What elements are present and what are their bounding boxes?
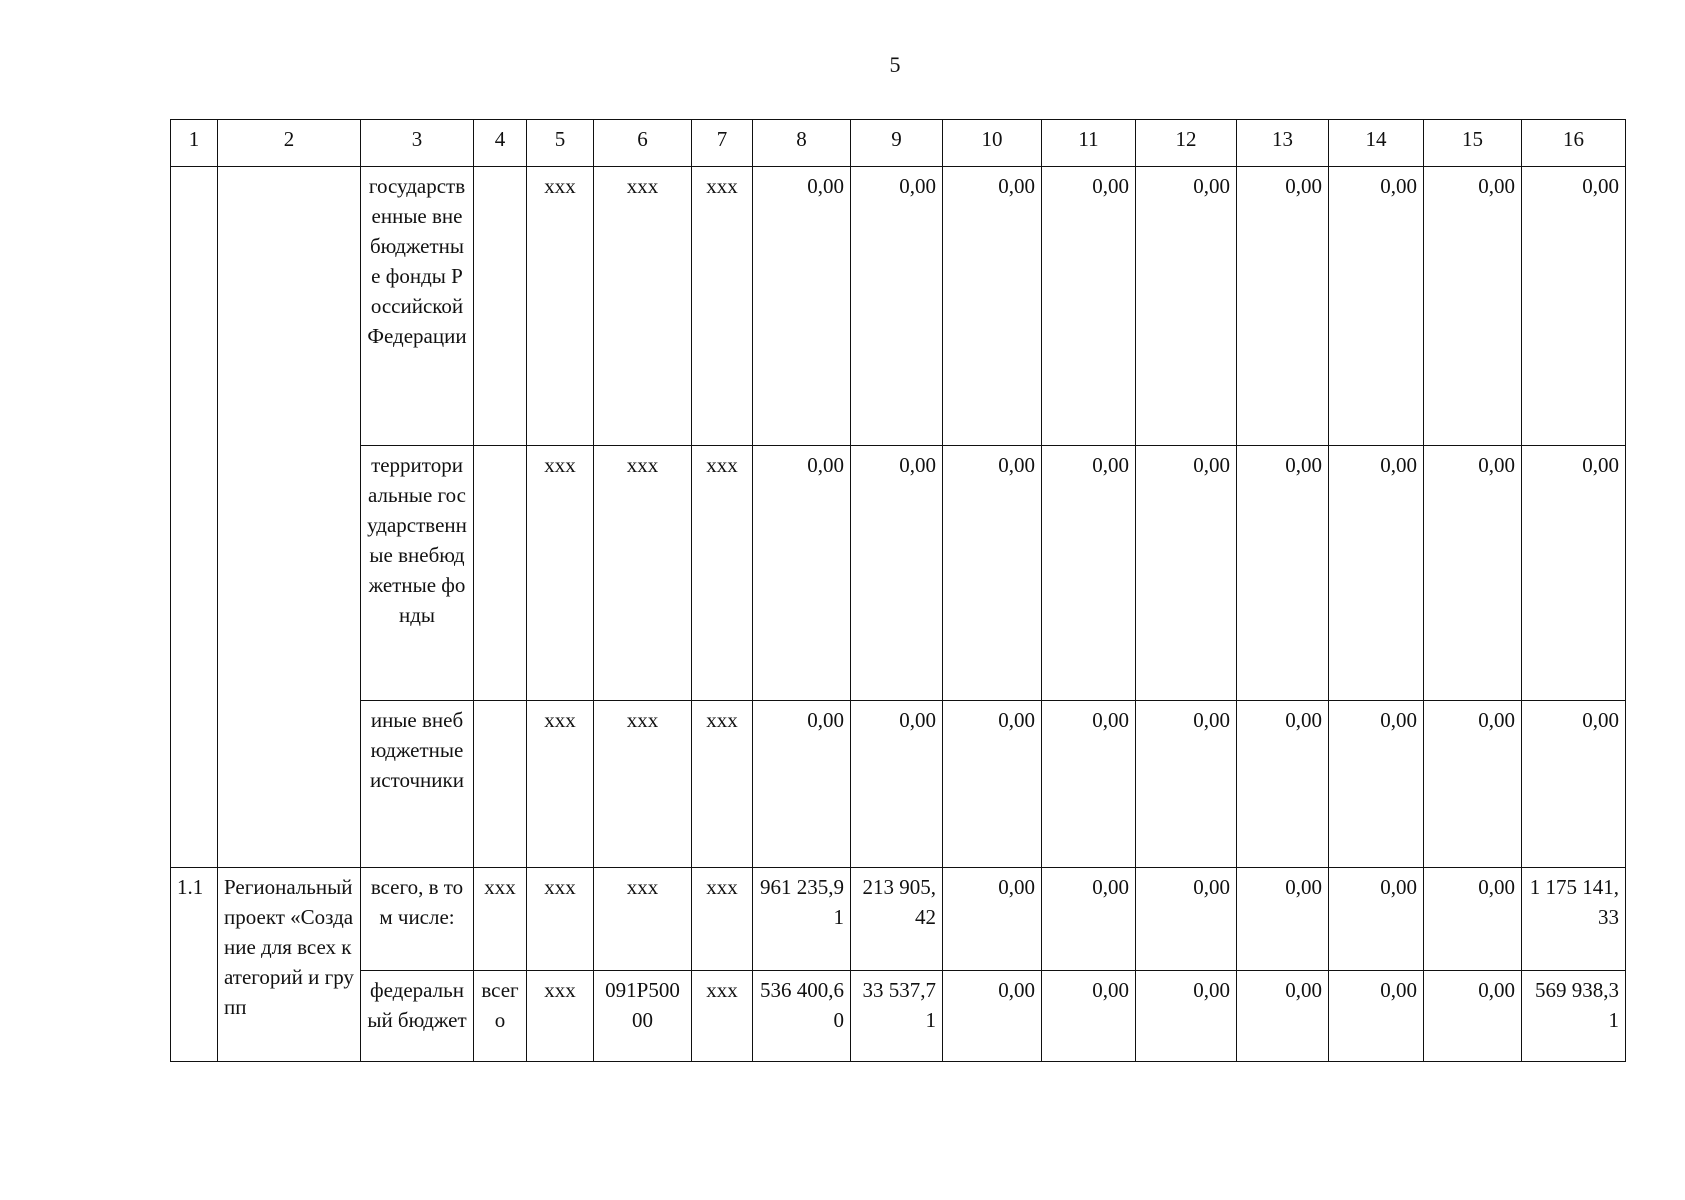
amount-cell: 0,00 [1329, 701, 1424, 868]
amount-cell: 961 235,91 [753, 868, 851, 971]
amount-cell: 0,00 [1237, 701, 1329, 868]
amount-cell: 0,00 [943, 167, 1042, 446]
header-cell: 9 [851, 120, 943, 167]
amount-cell: 213 905,42 [851, 868, 943, 971]
code-cell: ххх [692, 167, 753, 446]
amount-cell: 0,00 [1424, 446, 1522, 701]
amount-cell: 0,00 [1136, 868, 1237, 971]
amount-cell: 0,00 [1042, 446, 1136, 701]
code-cell: всего [474, 971, 527, 1062]
amount-cell: 0,00 [851, 701, 943, 868]
amount-cell: 0,00 [1237, 971, 1329, 1062]
amount-cell: 0,00 [1329, 971, 1424, 1062]
project-name-cell: Региональный проект «Создание для всех категорий и групп [218, 868, 361, 1062]
header-cell: 14 [1329, 120, 1424, 167]
amount-cell: 0,00 [1237, 167, 1329, 446]
amount-cell: 0,00 [1237, 868, 1329, 971]
header-cell: 1 [171, 120, 218, 167]
total-cell: 0,00 [1522, 446, 1626, 701]
amount-cell: 0,00 [1042, 971, 1136, 1062]
code-cell: ххх [527, 868, 594, 971]
header-cell: 15 [1424, 120, 1522, 167]
amount-cell: 0,00 [1424, 701, 1522, 868]
table-row [171, 971, 1626, 1062]
header-cell: 12 [1136, 120, 1237, 167]
code-cell: ххх [692, 446, 753, 701]
amount-cell: 0,00 [1424, 167, 1522, 446]
table-row [171, 701, 1626, 868]
amount-cell: 0,00 [1424, 868, 1522, 971]
code-cell: ххх [594, 446, 692, 701]
code-cell: ххх [527, 971, 594, 1062]
funding-source-cell: иные внебюджетные источники [361, 701, 474, 868]
header-cell: 5 [527, 120, 594, 167]
code-cell [474, 167, 527, 446]
header-cell: 10 [943, 120, 1042, 167]
code-cell: ххх [527, 446, 594, 701]
header-cell: 16 [1522, 120, 1626, 167]
amount-cell: 0,00 [1136, 167, 1237, 446]
amount-cell: 0,00 [943, 971, 1042, 1062]
total-cell: 1 175 141,33 [1522, 868, 1626, 971]
page-number: 5 [889, 52, 901, 77]
table-row [171, 167, 1626, 446]
header-cell: 7 [692, 120, 753, 167]
header-cell: 3 [361, 120, 474, 167]
table-header-row [171, 120, 1626, 167]
amount-cell: 0,00 [1237, 446, 1329, 701]
total-cell: 569 938,31 [1522, 971, 1626, 1062]
funding-source-cell: государственные внебюджетные фонды Российской Федерации [361, 167, 474, 446]
header-cell: 8 [753, 120, 851, 167]
funding-source-cell: всего, в том числе: [361, 868, 474, 971]
header-cell: 4 [474, 120, 527, 167]
header-cell: 11 [1042, 120, 1136, 167]
code-cell [474, 701, 527, 868]
project-name-cell [218, 167, 361, 868]
amount-cell: 33 537,71 [851, 971, 943, 1062]
header-cell: 13 [1237, 120, 1329, 167]
table-row [171, 446, 1626, 701]
code-cell: ххх [527, 701, 594, 868]
funding-source-cell: федеральный бюджет [361, 971, 474, 1062]
amount-cell: 0,00 [753, 701, 851, 868]
amount-cell: 0,00 [943, 868, 1042, 971]
amount-cell: 0,00 [943, 446, 1042, 701]
amount-cell: 0,00 [753, 167, 851, 446]
amount-cell: 0,00 [1136, 446, 1237, 701]
amount-cell: 0,00 [753, 446, 851, 701]
amount-cell: 0,00 [851, 167, 943, 446]
row-number-cell [171, 167, 218, 868]
amount-cell: 0,00 [1329, 167, 1424, 446]
code-cell: ххх [692, 701, 753, 868]
table-row [171, 868, 1626, 971]
header-cell: 6 [594, 120, 692, 167]
code-cell: ххх [692, 971, 753, 1062]
funding-source-cell: территориальные государственные внебюджетные фонды [361, 446, 474, 701]
budget-table [170, 119, 1626, 1062]
code-cell: ххх [474, 868, 527, 971]
row-number-cell: 1.1 [171, 868, 218, 1062]
total-cell: 0,00 [1522, 701, 1626, 868]
total-cell: 0,00 [1522, 167, 1626, 446]
code-cell: ххх [594, 701, 692, 868]
amount-cell: 0,00 [851, 446, 943, 701]
code-cell: ххх [527, 167, 594, 446]
amount-cell: 0,00 [1042, 868, 1136, 971]
amount-cell: 0,00 [1042, 701, 1136, 868]
amount-cell: 0,00 [1136, 701, 1237, 868]
code-cell: 091P50000 [594, 971, 692, 1062]
code-cell: ххх [594, 868, 692, 971]
code-cell: ххх [594, 167, 692, 446]
amount-cell: 0,00 [1042, 167, 1136, 446]
amount-cell: 0,00 [943, 701, 1042, 868]
amount-cell: 0,00 [1329, 446, 1424, 701]
amount-cell: 0,00 [1136, 971, 1237, 1062]
header-cell: 2 [218, 120, 361, 167]
amount-cell: 536 400,60 [753, 971, 851, 1062]
amount-cell: 0,00 [1424, 971, 1522, 1062]
code-cell [474, 446, 527, 701]
code-cell: ххх [692, 868, 753, 971]
amount-cell: 0,00 [1329, 868, 1424, 971]
